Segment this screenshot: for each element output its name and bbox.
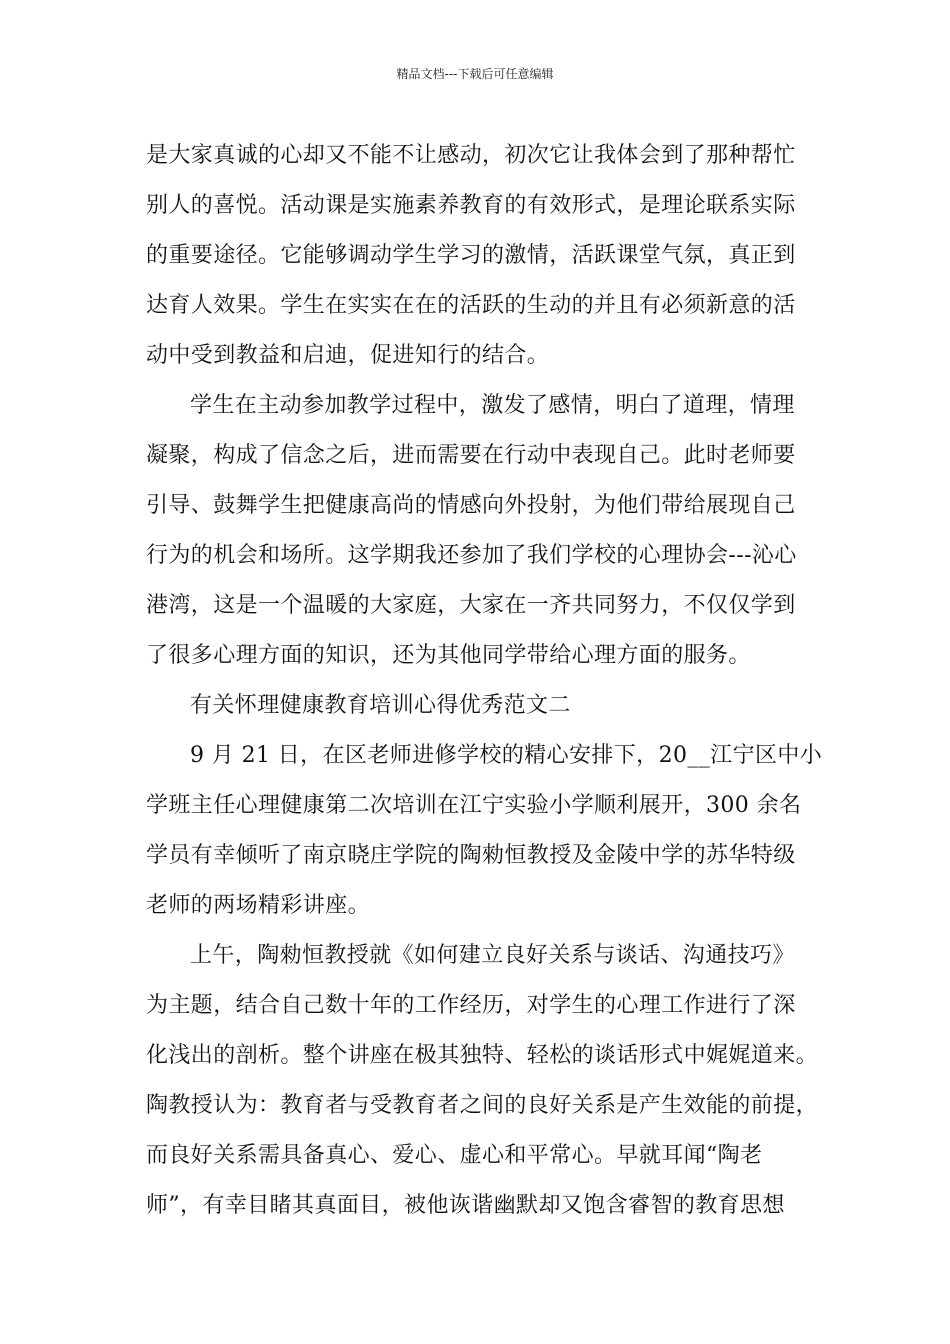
paragraph-start-line: 9 月 21 日，在区老师进修学校的精心安排下，20__江宁区中小 <box>190 743 823 768</box>
text-line: 学班主任心理健康第二次培训在江宁实验小学顺利展开，300 余名 <box>146 793 802 818</box>
text-line: 陶教授认为：教育者与受教育者之间的良好关系是产生效能的前提， <box>146 1093 819 1118</box>
paragraph-start-line: 学生在主动参加教学过程中，激发了感情，明白了道理，情理 <box>190 393 795 418</box>
text-line: 港湾，这是一个温暖的大家庭，大家在一齐共同努力，不仅仅学到 <box>146 593 796 618</box>
text-line: 学员有幸倾听了南京晓庄学院的陶勑恒教授及金陵中学的苏华特级 <box>146 843 796 868</box>
paragraph-start-line: 上午，陶勑恒教授就《如何建立良好关系与谈话、沟通技巧》 <box>190 943 795 968</box>
text-line: 凝聚，构成了信念之后，进而需要在行动中表现自己。此时老师要 <box>146 443 796 468</box>
text-line: 了很多心理方面的知识，还为其他同学带给心理方面的服务。 <box>146 643 751 668</box>
text-line: 引导、鼓舞学生把健康高尚的情感向外投射，为他们带给展现自己 <box>146 493 796 518</box>
page-header: 精品文档---下载后可任意编辑 <box>396 67 554 81</box>
text-line: 别人的喜悦。活动课是实施素养教育的有效形式，是理论联系实际 <box>146 193 796 218</box>
text-line: 师”，有幸目睹其真面目，被他诙谐幽默却又饱含睿智的教育思想 <box>146 1193 785 1218</box>
text-line: 动中受到教益和启迪，促进知行的结合。 <box>146 343 550 368</box>
text-line: 是大家真诚的心却又不能不让感动，初次它让我体会到了那种帮忙 <box>146 143 796 168</box>
text-line: 为主题，结合自己数十年的工作经历，对学生的心理工作进行了深 <box>146 993 796 1018</box>
text-line: 达育人效果。学生在实实在在的活跃的生动的并且有必须新意的活 <box>146 293 796 318</box>
document-body <box>146 131 823 1231</box>
section-heading: 有关怀理健康教育培训心得优秀范文二 <box>190 693 571 718</box>
text-line: 化浅出的剖析。整个讲座在极其独特、轻松的谈话形式中娓娓道来。 <box>146 1043 819 1068</box>
text-line: 老师的两场精彩讲座。 <box>146 893 371 918</box>
text-line: 行为的机会和场所。这学期我还参加了我们学校的心理协会---沁心 <box>146 543 797 568</box>
text-line: 而良好关系需具备真心、爱心、虚心和平常心。早就耳闻“陶老 <box>146 1143 763 1168</box>
text-line: 的重要途径。它能够调动学生学习的激情，活跃课堂气氛，真正到 <box>146 243 796 268</box>
